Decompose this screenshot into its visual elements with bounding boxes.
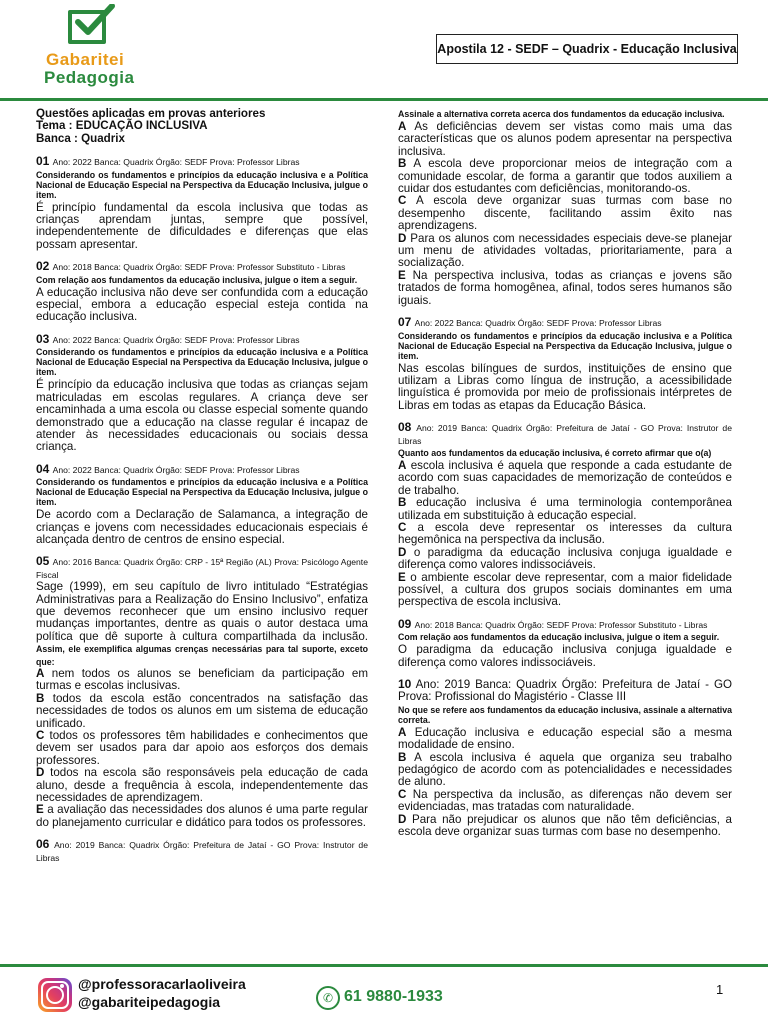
question-number: 02 (36, 259, 50, 274)
option-b (36, 693, 368, 730)
question-meta: Ano: 2022 Banca: Quadrix Órgão: SEDF Prova: Professor Libras (52, 157, 300, 168)
option-c (36, 730, 368, 767)
logo (40, 10, 140, 90)
instagram-icon (38, 978, 72, 1012)
checkmark-icon (72, 4, 116, 40)
option-text: escola inclusiva é aquela que responde a cada estudante de acordo com suas capacidades de memorização de conteúdos e de trabalho. (398, 458, 732, 497)
question-meta: Ano: 2019 Banca: Quadrix Órgão: Prefeitura de Jataí - GO Prova: Instrutor de Libras (36, 840, 368, 863)
question-02 (36, 260, 368, 324)
option-text: todos da escola estão concentrados na satisfação das necessidades de todos os alunos em um sistema de educação unificado. (36, 691, 368, 730)
question-08 (398, 421, 732, 609)
option-letter: A (398, 725, 407, 739)
question-statement: Considerando os fundamentos e princípios da educação inclusiva e a Política Nacional de Educação Especial na Perspectiva da Educação Inclusiva, julgue o item. (36, 477, 368, 508)
question-body (36, 581, 368, 668)
option-d (398, 233, 732, 270)
option-a (36, 668, 368, 693)
question-number: 08 (398, 420, 412, 435)
question-statement: Considerando os fundamentos e princípios da educação inclusiva e a Política Nacional de Educação Especial na Perspectiva da Educação Inclusiva, julgue o item. (36, 169, 368, 200)
page-footer (0, 964, 768, 1024)
option-text: A escola deve proporcionar meios de integração com a comunidade escolar, de forma a garantir que todos auxiliem a cuidar dos estudantes com deficiências, monitorando-os. (398, 157, 732, 196)
option-text: As deficiências devem ser vistas como mais uma das características que os alunos podem apresentar na perspectiva inclusiva. (398, 120, 732, 158)
question-meta: Ano: 2019 Banca: Quadrix Órgão: Prefeitura de Jataí - GO Prova: Instrutor de Libras (398, 423, 732, 446)
option-text: todos os professores têm habilidades e conhecimentos que devem ser usados para dar apoio aos esforços dos demais professores. (36, 729, 368, 767)
question-statement: No que se refere aos fundamentos da educação inclusiva, assinale a alternativa correta. (398, 704, 732, 725)
question-meta: Ano: 2016 Banca: Quadrix Órgão: CRP - 15ª Região (AL) Prova: Psicólogo Agente Fiscal (36, 557, 368, 580)
option-text: educação inclusiva é uma terminologia contemporânea utilizada em substituição à educação especial. (398, 496, 732, 522)
option-e (36, 804, 368, 829)
option-letter: D (398, 812, 407, 826)
option-a (398, 460, 732, 497)
intro-line-3: Banca : Quadrix (36, 131, 125, 145)
option-b (398, 158, 732, 195)
option-text: A escola deve organizar suas turmas com base no desempenho discente, facilitando assim êxito nas aprendizagens. (398, 194, 732, 233)
left-column (36, 108, 368, 873)
option-letter: A (398, 458, 407, 472)
question-03 (36, 333, 368, 454)
header-divider (0, 98, 768, 101)
option-c (398, 522, 732, 547)
option-letter: C (398, 520, 407, 534)
option-e (398, 270, 732, 307)
option-text: todos na escola são responsáveis pela educação de cada aluno, desde a frequência à escola, independentemente das necessidades de aprendizagem. (36, 766, 368, 805)
option-text: nem todos os alunos se beneficiam da participação em turmas e escolas inclusivas. (36, 667, 368, 693)
question-body: De acordo com a Declaração de Salamanca, a integração de crianças e jovens com necessidades educacionais especiais é alcançada dentro de centros de ensino especial. (36, 508, 368, 546)
instagram-handle-professora[interactable]: @professoracarlaoliveira (78, 976, 246, 992)
question-body-text: Sage (1999), em seu capítulo de livro intitulado “Estratégias Administrativas para a Realização do Ensino Inclusivo”, enfatiza que devemos reconhecer que um ensino inclusivo requer mudanças importantes, dentre as quais o autor destaca uma política que dê suporte à cultura compartilhada da inclusão. (36, 580, 368, 643)
option-a (398, 121, 732, 158)
question-meta: Ano: 2019 Banca: Quadrix Órgão: Prefeitura de Jataí - GO Prova: Profissional do Magistério - Classe III (398, 678, 732, 704)
option-letter: C (398, 194, 407, 208)
question-meta: Ano: 2022 Banca: Quadrix Órgão: SEDF Prova: Professor Libras (52, 334, 300, 345)
right-column (398, 108, 732, 848)
question-10 (398, 678, 732, 838)
footer-divider (0, 964, 768, 967)
question-statement: Assim, ele exemplifica algumas crenças necessárias para tal suporte, exceto que: (36, 644, 368, 667)
question-statement: Quanto aos fundamentos da educação inclusiva, é correto afirmar que o(a) (398, 447, 712, 458)
option-text: A escola inclusiva é aquela que organiza seu trabalho pedagógico de acordo com as potencialidades e necessidades de aluno. (398, 750, 732, 789)
question-body: É princípio fundamental da escola inclusiva que todas as crianças aprendam juntas, sempre que possível, independentemente de dificuldades e diferenças que elas possam apresentar. (36, 200, 368, 251)
question-statement: Com relação aos fundamentos da educação inclusiva, julgue o item a seguir. (398, 632, 720, 643)
option-letter: C (36, 729, 45, 743)
option-letter: B (398, 496, 407, 510)
option-letter: E (398, 268, 406, 282)
option-e (398, 572, 732, 609)
page-number: 1 (716, 982, 724, 997)
question-number: 10 (398, 677, 412, 692)
option-text: Para não prejudicar os alunos que não têm deficiências, a escola deve organizar suas turmas com base no desempenho. (398, 812, 732, 839)
question-meta: Ano: 2018 Banca: Quadrix Órgão: SEDF Prova: Professor Substituto - Libras (414, 619, 708, 630)
question-meta: Ano: 2022 Banca: Quadrix Órgão: SEDF Prova: Professor Libras (414, 318, 662, 329)
question-statement: Com relação aos fundamentos da educação inclusiva, julgue o item a seguir. (36, 274, 358, 285)
whatsapp-icon: ✆ (316, 986, 340, 1010)
question-number: 03 (36, 331, 50, 346)
question-06-header (36, 838, 368, 864)
option-b (398, 497, 732, 522)
option-a (398, 727, 732, 752)
question-04 (36, 463, 368, 547)
logo-text-gabaritei: Gabaritei (46, 50, 125, 69)
question-body: O paradigma da educação inclusiva conjuga igualdade e diferença como valores indissociáveis. (398, 643, 732, 669)
question-09 (398, 618, 732, 669)
question-06 (398, 109, 732, 307)
question-body: A educação inclusiva não deve ser confundida com a educação especial, embora a educação especial esteja contida na educação inclusiva. (36, 285, 368, 324)
option-text: a escola deve representar os interesses da cultura hegemônica na perspectiva da inclusão. (398, 520, 732, 547)
whatsapp-phone[interactable]: 61 9880-1933 (344, 988, 443, 1005)
question-body: É princípio da educação inclusiva que todas as crianças sejam matriculadas em escolas regulares. A criança deve ser encaminhada a uma escola ou classe especial somente quando demonstrado que a educação na classe regular é incapaz de atender às necessidades educacionais ou sociais dessa criança. (36, 378, 368, 454)
option-d (398, 547, 732, 572)
question-07 (398, 316, 732, 412)
option-d (36, 767, 368, 804)
document-title: Apostila 12 - SEDF – Quadrix - Educação Inclusiva (436, 34, 738, 64)
option-letter: C (398, 787, 407, 801)
question-number: 05 (36, 554, 50, 569)
question-01 (36, 155, 368, 251)
logo-text-pedagogia: Pedagogia (44, 68, 135, 87)
question-body: Nas escolas bilíngues de surdos, instituições de ensino que utilizam a Libras como língua de instrução, a acessibilidade linguística é promovida por meio de profissionais intérpretes de Libras em todas as etapas da Educação Básica. (398, 361, 732, 412)
question-statement: Considerando os fundamentos e princípios da educação inclusiva e a Política Nacional de Educação Especial na Perspectiva da Educação Inclusiva, julgue o item. (36, 347, 368, 378)
question-statement: Assinale a alternativa correta acerca dos fundamentos da educação inclusiva. (398, 109, 725, 119)
option-letter: E (398, 570, 406, 584)
question-statement: Considerando os fundamentos e princípios da educação inclusiva e a Política Nacional de Educação Especial na Perspectiva da Educação Inclusiva, julgue o item. (398, 330, 732, 361)
option-text: o paradigma da educação inclusiva conjuga igualdade e diferença como valores indissociáveis. (398, 545, 732, 572)
intro-line-2: Tema : EDUCAÇÃO INCLUSIVA (36, 119, 208, 133)
question-number: 04 (36, 461, 50, 476)
option-letter: D (398, 231, 407, 245)
option-letter: A (398, 120, 407, 133)
option-letter: B (398, 157, 407, 171)
instagram-handle-gabaritei[interactable]: @gabariteipedagogia (78, 994, 221, 1010)
option-letter: D (398, 545, 407, 559)
option-c (398, 195, 732, 232)
option-b (398, 752, 732, 789)
option-d (398, 814, 732, 839)
option-c (398, 789, 732, 814)
option-text: o ambiente escolar deve representar, com a maior fidelidade possível, a cultura dos grupos sociais dominantes em uma perspectiva de escola inclusiva. (398, 570, 732, 609)
option-text: Na perspectiva da inclusão, as diferenças não devem ser evidenciadas, mas tratadas com naturalidade. (398, 787, 732, 814)
intro-line-1: Questões aplicadas em provas anteriores (36, 107, 266, 120)
option-letter: A (36, 667, 45, 680)
question-meta: Ano: 2022 Banca: Quadrix Órgão: SEDF Prova: Professor Libras (52, 464, 300, 475)
option-text: a avaliação das necessidades dos alunos é uma parte regular do planejamento curricular e didático para todos os professores. (36, 803, 368, 829)
option-letter: E (36, 803, 44, 817)
question-number: 07 (398, 315, 412, 330)
question-meta: Ano: 2018 Banca: Quadrix Órgão: SEDF Prova: Professor Substituto - Libras (52, 262, 346, 273)
option-text: Para os alunos com necessidades especiais deve-se planejar um menu de atividades voltadas, prioritariamente, para a socialização. (398, 231, 732, 270)
option-letter: B (36, 691, 45, 705)
intro-block (36, 108, 368, 145)
option-text: Na perspectiva inclusiva, todas as crianças e jovens são tratados de forma homogênea, afinal, todos seres humanos são iguais. (398, 268, 732, 307)
option-letter: D (36, 766, 45, 780)
question-number: 06 (36, 837, 50, 852)
option-letter: B (398, 750, 407, 764)
question-number: 01 (36, 154, 50, 169)
question-05 (36, 555, 368, 829)
question-number: 09 (398, 616, 412, 631)
page-header (0, 0, 768, 100)
option-text: Educação inclusiva e educação especial são a mesma modalidade de ensino. (398, 725, 732, 752)
